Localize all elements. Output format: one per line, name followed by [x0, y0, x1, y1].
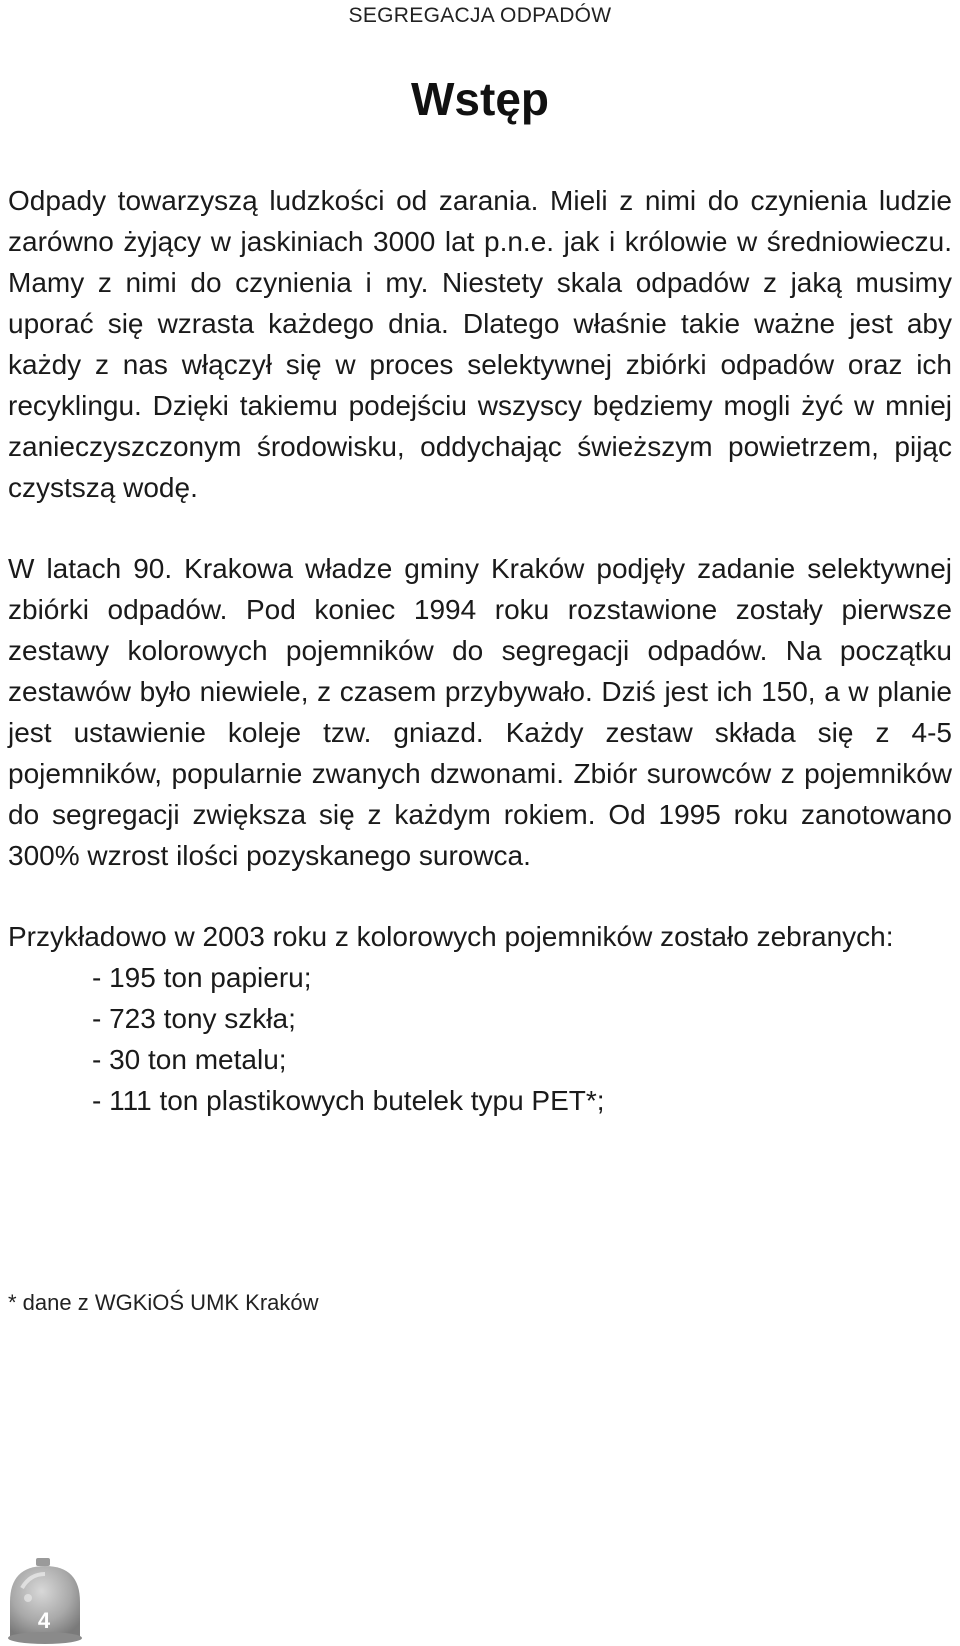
paragraph-intro: Odpady towarzyszą ludzkości od zarania. Mieli z nimi do czynienia ludzie zarówno żyjący w jaskiniach 3000 lat p.n.e. jak i królowie w średniowieczu. Mamy z nimi do czynienia i my. Niestety skala odpadów z jaką musimy uporać się wzrasta każdego dnia. Dlatego właśnie takie ważne jest aby każdy z nas włączył się w proces selektywnej zbiórki odpadów oraz ich recyklingu. Dzięki takiemu podejściu wszyscy będziemy mogli żyć w mniej zanieczyszczonym środowisku, oddychając świeższym powietrzem, pijąc czystszą wodę. [8, 185, 952, 503]
paragraph-statistics [8, 916, 952, 1121]
main-content [8, 180, 952, 1121]
list-item: - 30 ton metalu; [92, 1044, 287, 1075]
list-item: - 195 ton papieru; [92, 962, 312, 993]
page-number: 4 [37, 1608, 51, 1633]
page-number-badge [0, 1558, 90, 1646]
statistics-intro: Przykładowo w 2003 roku z kolorowych pojemników zostało zebranych: [8, 921, 894, 952]
list-item: - 723 tony szkła; [92, 1003, 296, 1034]
footnote: * dane z WGKiOŚ UMK Kraków [8, 1290, 319, 1315]
statistics-list [8, 957, 952, 1121]
list-item: - 111 ton plastikowych butelek typu PET*; [92, 1085, 605, 1116]
running-header: SEGREGACJA ODPADÓW [348, 4, 612, 27]
page-title: Wstęp [411, 73, 549, 125]
paragraph-history: W latach 90. Krakowa władze gminy Kraków podjęły zadanie selektywnej zbiórki odpadów. Pod koniec 1994 roku rozstawione zostały pierwsze zestawy kolorowych pojemników do segregacji odpadów. Na początku zestawów było niewiele, z czasem przybywało. Dziś jest ich 150, a w planie jest ustawienie koleje tzw. gniazd. Każdy zestaw składa się z 4-5 pojemników, popularnie zwanych dzwonami. Zbiór surowców z pojemników do segregacji zwiększa się z każdym rokiem. Od 1995 roku zanotowano 300% wzrost ilości pozyskanego surowca. [8, 553, 952, 871]
